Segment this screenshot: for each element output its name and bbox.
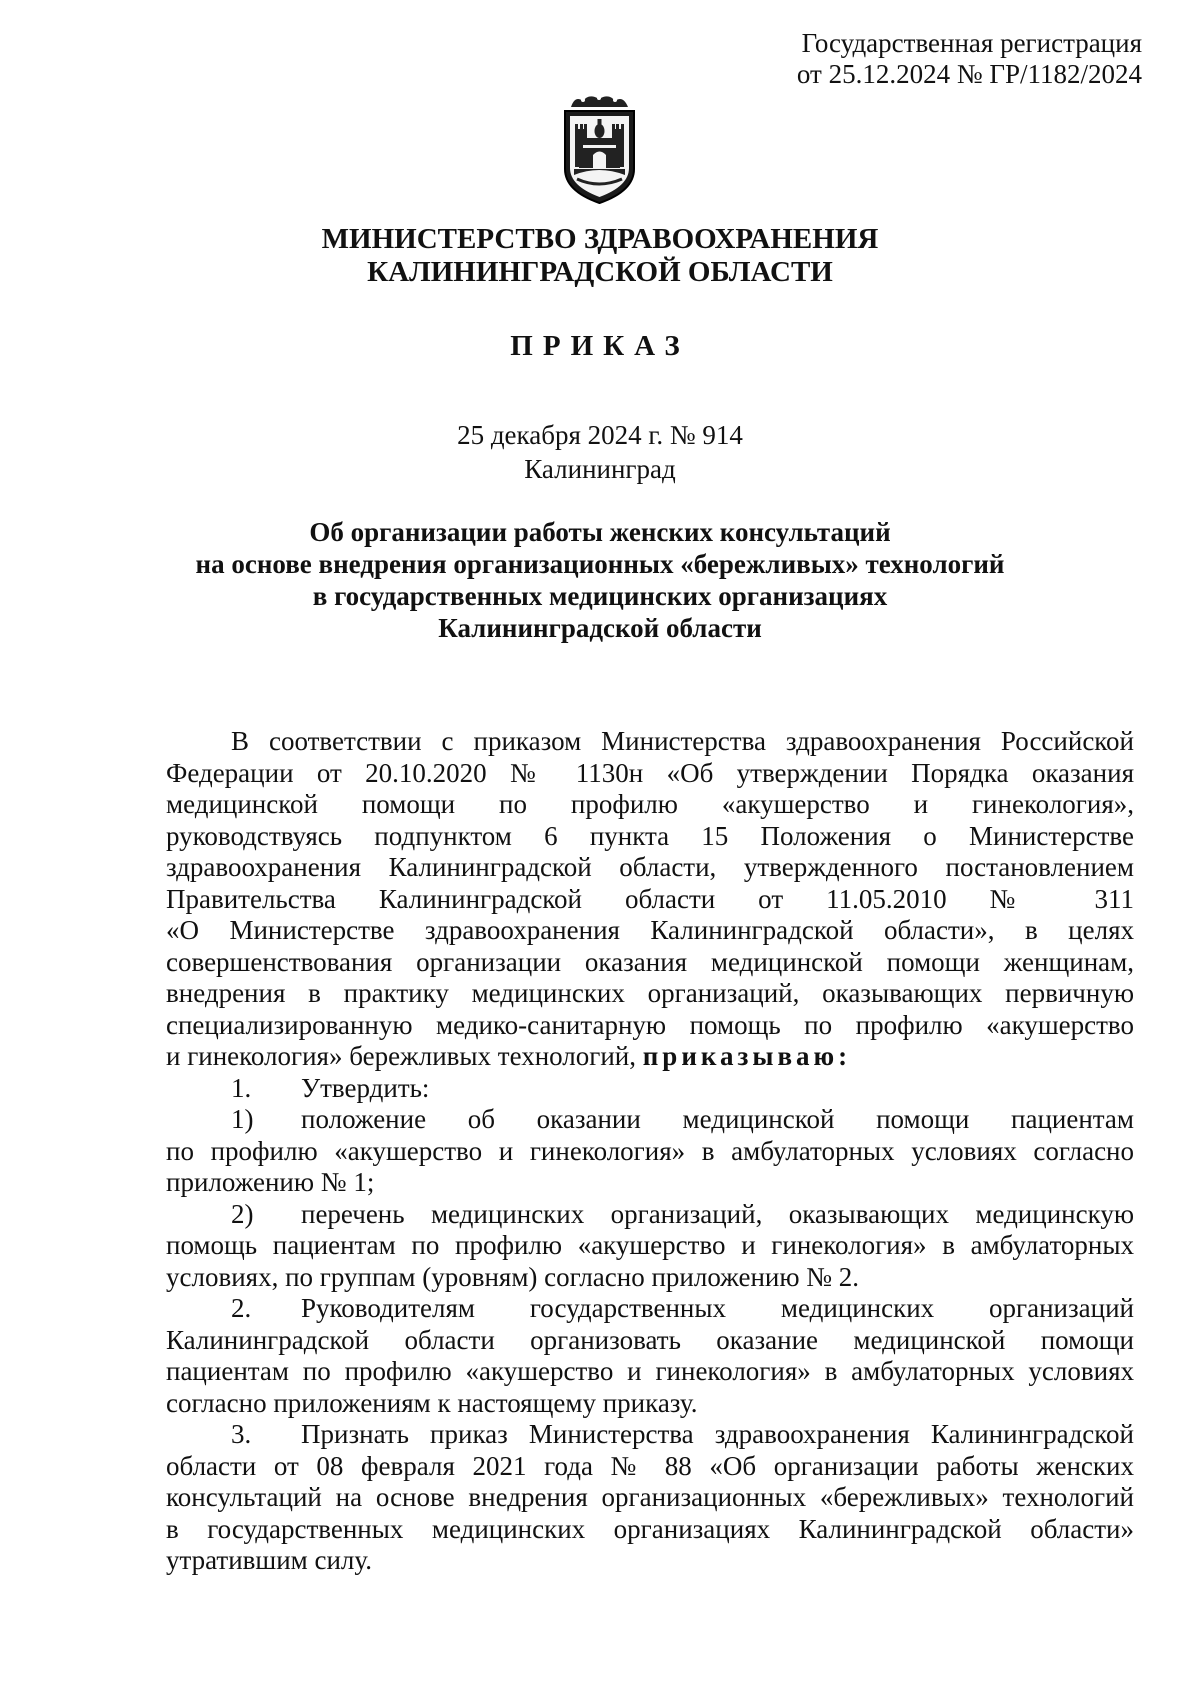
item-text: положение об оказании медицинской помощи пациентам: [301, 1104, 1134, 1134]
preamble-line: Правительства Калининградской области от 11.05.2010 № 311: [166, 883, 1134, 914]
item-2: [166, 1293, 1134, 1419]
item-text: Утвердить:: [301, 1072, 430, 1103]
item-text: Признать приказ Министерства здравоохранения Калининградской: [301, 1419, 1134, 1449]
preamble-line: В соответствии с приказом Министерства здравоохранения Российской: [231, 726, 1134, 756]
item-1: [166, 1073, 1134, 1105]
item-text: по профилю «акушерство и гинекология» в амбулаторных условиях согласно: [166, 1135, 1134, 1166]
subject-line-2: на основе внедрения организационных «бережливых» технологий: [195, 549, 1005, 579]
registration-line-2: от 25.12.2024 № ГР/1182/2024: [796, 59, 1142, 89]
ministry-line-2: КАЛИНИНГРАДСКОЙ ОБЛАСТИ: [367, 256, 833, 288]
item-text: утратившим силу.: [166, 1545, 372, 1575]
order-date-number: 25 декабря 2024 г. № 914: [457, 420, 743, 450]
registration-line-1: Государственная регистрация: [801, 28, 1142, 58]
item-3: [166, 1419, 1134, 1577]
preamble-line: здравоохранения Калининградской области, утвержденного постановлением: [166, 852, 1134, 882]
ministry-name: [0, 223, 1200, 289]
order-subject: [0, 516, 1200, 644]
item-text: консультаций на основе внедрения организационных «бережливых» технологий: [166, 1482, 1134, 1512]
item-text: условиях, по группам (уровням) согласно приложению № 2.: [166, 1261, 860, 1292]
order-word: приказываю:: [642, 1041, 852, 1071]
preamble-line: совершенствования организации оказания медицинской помощи женщинам,: [166, 946, 1134, 977]
item-number: 3.: [231, 1419, 252, 1449]
subject-line-3: в государственных медицинских организациях: [312, 581, 888, 611]
preamble-line: руководствуясь подпунктом 6 пункта 15 Положения о Министерстве: [166, 820, 1134, 851]
subject-line-1: Об организации работы женских консультаций: [309, 517, 891, 547]
preamble-line: «О Министерстве здравоохранения Калининградской области», в целях: [166, 915, 1134, 945]
preamble-line: медицинской помощи по профилю «акушерство и гинекология»,: [166, 789, 1134, 819]
preamble-line: Федерации от 20.10.2020 № 1130н «Об утверждении Порядка оказания: [166, 757, 1134, 788]
item-text: пациентам по профилю «акушерство и гинекология» в амбулаторных условиях: [166, 1356, 1134, 1386]
ministry-line-1: МИНИСТЕРСТВО ЗДРАВООХРАНЕНИЯ: [321, 223, 879, 255]
preamble-line: и гинекология» бережливых технологий,: [166, 1041, 636, 1071]
item-text: области от 08 февраля 2021 года № 88 «Об организации работы женских: [166, 1450, 1134, 1481]
item-text: Руководителям государственных медицинских организаций: [301, 1293, 1134, 1323]
item-text: в государственных медицинских организациях Калининградской области»: [166, 1513, 1134, 1544]
item-text: помощь пациентам по профилю «акушерство и гинекология» в амбулаторных: [166, 1230, 1134, 1260]
preamble-last-line: [166, 1041, 1134, 1073]
item-number: 2.: [231, 1293, 252, 1323]
item-text: перечень медицинских организаций, оказывающих медицинскую: [301, 1198, 1134, 1229]
sub-item-2: [166, 1199, 1134, 1294]
preamble-line: внедрения в практику медицинских организаций, оказывающих первичную: [166, 978, 1134, 1008]
item-text: Калининградской области организовать оказание медицинской помощи: [166, 1324, 1134, 1355]
order-title: ПРИКАЗ: [510, 330, 690, 362]
order-date-block: [0, 418, 1200, 486]
item-number: 2): [231, 1198, 254, 1229]
sub-item-1: [166, 1104, 1134, 1199]
registration-stamp: [797, 28, 1142, 90]
order-body: [166, 726, 1134, 1577]
item-number: 1.: [231, 1072, 252, 1103]
order-city: Калининград: [524, 454, 676, 484]
item-text: приложению № 1;: [166, 1167, 375, 1197]
item-number: 1): [231, 1104, 254, 1134]
item-text: согласно приложениям к настоящему приказу.: [166, 1387, 698, 1418]
preamble: [166, 726, 1134, 1073]
preamble-line: специализированную медико-санитарную помощь по профилю «акушерство: [166, 1009, 1134, 1040]
subject-line-4: Калининградской области: [438, 613, 762, 643]
coat-of-arms-icon: [553, 93, 646, 206]
